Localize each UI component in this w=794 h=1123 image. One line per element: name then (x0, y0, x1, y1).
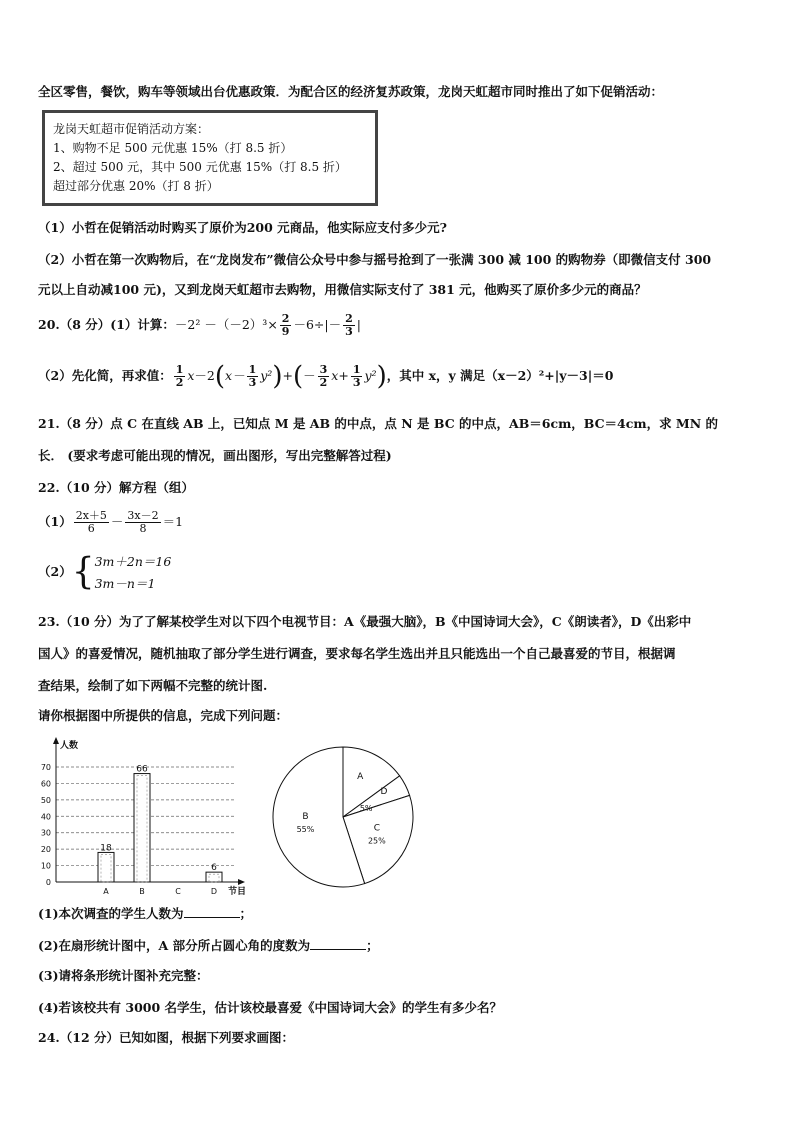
q23-q1 (38, 906, 252, 922)
q20-expr-a: －2² －（－2）³× (174, 317, 278, 332)
pie-value-label: 25% (367, 836, 386, 846)
frac-third-1 (247, 364, 259, 389)
bar (206, 872, 222, 882)
q20-expr-c: | (356, 317, 361, 332)
frac-third-2 (351, 364, 363, 389)
frac-den: 9 (281, 325, 290, 338)
pie-slice-label: A (357, 772, 364, 783)
answer-blank (310, 949, 366, 950)
inner-2: x+ (331, 368, 349, 383)
y-tick-label: 0 (45, 878, 51, 887)
op-plus: + (282, 368, 293, 383)
frac-num: 2 (345, 312, 353, 325)
frac-den: 6 (87, 522, 95, 535)
q22-head: 22.（10 分）解方程（组） (38, 480, 194, 495)
frac-den: 2 (175, 376, 184, 389)
x-axis-label: 节目 (228, 887, 247, 897)
inner-2-sign: － (303, 368, 316, 383)
var-x: x (187, 368, 195, 383)
x-tick-label: C (175, 887, 181, 896)
bar-data-label: 18 (100, 843, 112, 854)
system-eq-1: 3m＋2n＝16 (94, 553, 172, 569)
frac-den: 2 (319, 376, 328, 389)
frac-num: 1 (248, 363, 257, 376)
op-minus-2: －2 (194, 368, 215, 383)
y-squared-2: y² (364, 368, 377, 383)
q23-q4: (4)若该校共有 3000 名学生，估计该校最喜爱《中国诗词大会》的学生有多少名？ (38, 1000, 503, 1015)
x-tick-label: B (139, 887, 145, 896)
frac-num: 2x＋5 (75, 509, 107, 522)
intro-text: 全区零售，餐饮，购车等领域出台优惠政策．为配合区的经济复苏政策，龙岗天虹超市同时推出了如下促销活动： (38, 84, 664, 99)
promo-rule-3: 超过部分优惠 20%（打 8 折） (53, 179, 219, 193)
bar-data-label: 6 (211, 863, 217, 874)
q19-part2b: 元以上自动减100 元)，又到龙岗天虹超市去购物，用微信实际支付了 381 元，他购买了原价多少元的商品？ (38, 282, 647, 297)
q20-frac-1 (280, 313, 292, 338)
q22-p1-label: （1） (38, 514, 72, 529)
q23-q3: (3)请将条形统计图补充完整： (38, 968, 209, 983)
q22-op: － (110, 514, 124, 529)
y-squared-1: y² (260, 368, 273, 383)
q23-q1-text: (1)本次调查的学生人数为 (38, 906, 184, 921)
promo-title: 龙岗天虹超市促销活动方案： (53, 122, 210, 136)
q23-line-d: 请你根据图中所提供的信息，完成下列问题： (38, 708, 289, 723)
y-tick-label: 50 (40, 795, 51, 805)
q20-expr-b: －6÷|－ (293, 317, 342, 332)
q22-frac-2 (125, 510, 160, 535)
pie-slice-label: D (380, 787, 388, 798)
frac-num: 1 (352, 363, 361, 376)
q20-part2-tail: ，其中 x，y 满足（x－2）²+|y－3|＝0 (386, 368, 614, 383)
q23-line-b: 国人》的喜爱情况，随机抽取了部分学生进行调查，要求每名学生选出并且只能选出一个自己最喜爱的节目，根据调 (38, 646, 676, 661)
q21-line-a: 21.（8 分）点 C 在直线 AB 上，已知点 M 是 AB 的中点，点 N 是 BC 的中点，AB＝6cm，BC＝4cm，求 MN 的 (38, 416, 719, 431)
bar (134, 774, 150, 882)
y-tick-label: 70 (40, 763, 51, 772)
x-axis-arrow (238, 879, 245, 885)
q23-q2-end: ； (366, 938, 379, 953)
system-eq-2: 3m－n＝1 (94, 575, 156, 591)
y-tick-label: 30 (40, 828, 51, 838)
q23-line-c: 查结果，绘制了如下两幅不完整的统计图. (38, 678, 268, 693)
bar (98, 852, 114, 882)
q19-part1: （1）小哲在促销活动时购买了原价为200 元商品，他实际应支付多少元? (38, 220, 447, 235)
q20-part2-head: （2）先化简，再求值： (38, 368, 172, 383)
q22-frac-1 (74, 510, 109, 535)
y-tick-label: 20 (40, 845, 51, 855)
q23-q2 (38, 938, 379, 954)
q23-line-a: 23.（10 分）为了了解某校学生对以下四个电视节目：A《最强大脑》，B《中国诗词大会》，C《朗读者》，D《出彩中 (38, 614, 692, 629)
q23-q2-text: (2)在扇形统计图中，A 部分所占圆心角的度数为 (38, 938, 311, 953)
frac-den: 8 (139, 522, 147, 535)
q22-system (95, 551, 172, 595)
frac-num: 1 (175, 363, 184, 376)
y-tick-label: 60 (40, 779, 51, 789)
y-axis-label: 人数 (60, 741, 79, 751)
frac-den: 3 (352, 376, 361, 389)
pie-slice-label: B (302, 811, 309, 822)
q22-part1 (38, 504, 183, 540)
y-tick-label: 40 (40, 812, 51, 822)
q20-frac-2 (343, 313, 355, 338)
pie-value-label: 5% (359, 804, 373, 814)
q20-head: 20.（8 分）(1）计算： (38, 317, 175, 332)
frac-three-halves (318, 364, 330, 389)
x-tick-label: D (210, 887, 218, 896)
y-axis-arrow (53, 737, 59, 744)
q20-part2: （2）先化简，再求值： $\frac{1}{2}$ x－2(x－ $\frac{1}{3}$ y²)+(－ $\frac{3}{2}$ x+ $\frac{1}{3}$ y²)，其中 x，y 满足（x－2）²+|y－3|＝0 (38, 361, 614, 392)
frac-num: 3 (319, 363, 328, 376)
answer-blank (184, 917, 240, 918)
q22-part2: （2）{ 3m＋2n＝16 3m－n＝1 (38, 551, 172, 593)
q19-part2a: （2）小哲在第一次购物后，在“龙岗发布”微信公众号中参与摇号抢到了一张满 300 减 100 的购物券（即微信支付 300 (38, 252, 712, 267)
frac-num: 3x－2 (127, 509, 159, 522)
pie-slice-label: C (373, 823, 381, 834)
pie-value-label: 55% (296, 824, 315, 834)
inner-1: x－ (225, 368, 245, 383)
q24-head: 24.（12 分）已知如图，根据下列要求画图： (38, 1030, 294, 1045)
q21-line-b: 长． (要求考虑可能出现的情况，画出图形，写出完整解答过程) (38, 448, 392, 463)
frac-half (174, 364, 186, 389)
bar-chart (28, 732, 268, 898)
frac-den: 3 (345, 325, 353, 338)
frac-num: 2 (281, 312, 290, 325)
frac-den: 3 (248, 376, 257, 389)
promo-rule-2: 2、超过 500 元，其中 500 元优惠 15%（打 8.5 折） (53, 160, 347, 174)
promo-rule-1: 1、购物不足 500 元优惠 15%（打 8.5 折） (53, 141, 293, 155)
q22-p2-label: （2） (38, 564, 72, 579)
q23-q1-end: ； (239, 906, 253, 921)
q20-part1 (38, 310, 361, 340)
x-tick-label: A (103, 887, 109, 896)
y-tick-label: 10 (40, 861, 51, 871)
pie-chart (268, 742, 418, 892)
bar-data-label: 66 (136, 764, 148, 775)
q22-eq: ＝1 (162, 514, 184, 529)
promo-box (42, 110, 378, 206)
